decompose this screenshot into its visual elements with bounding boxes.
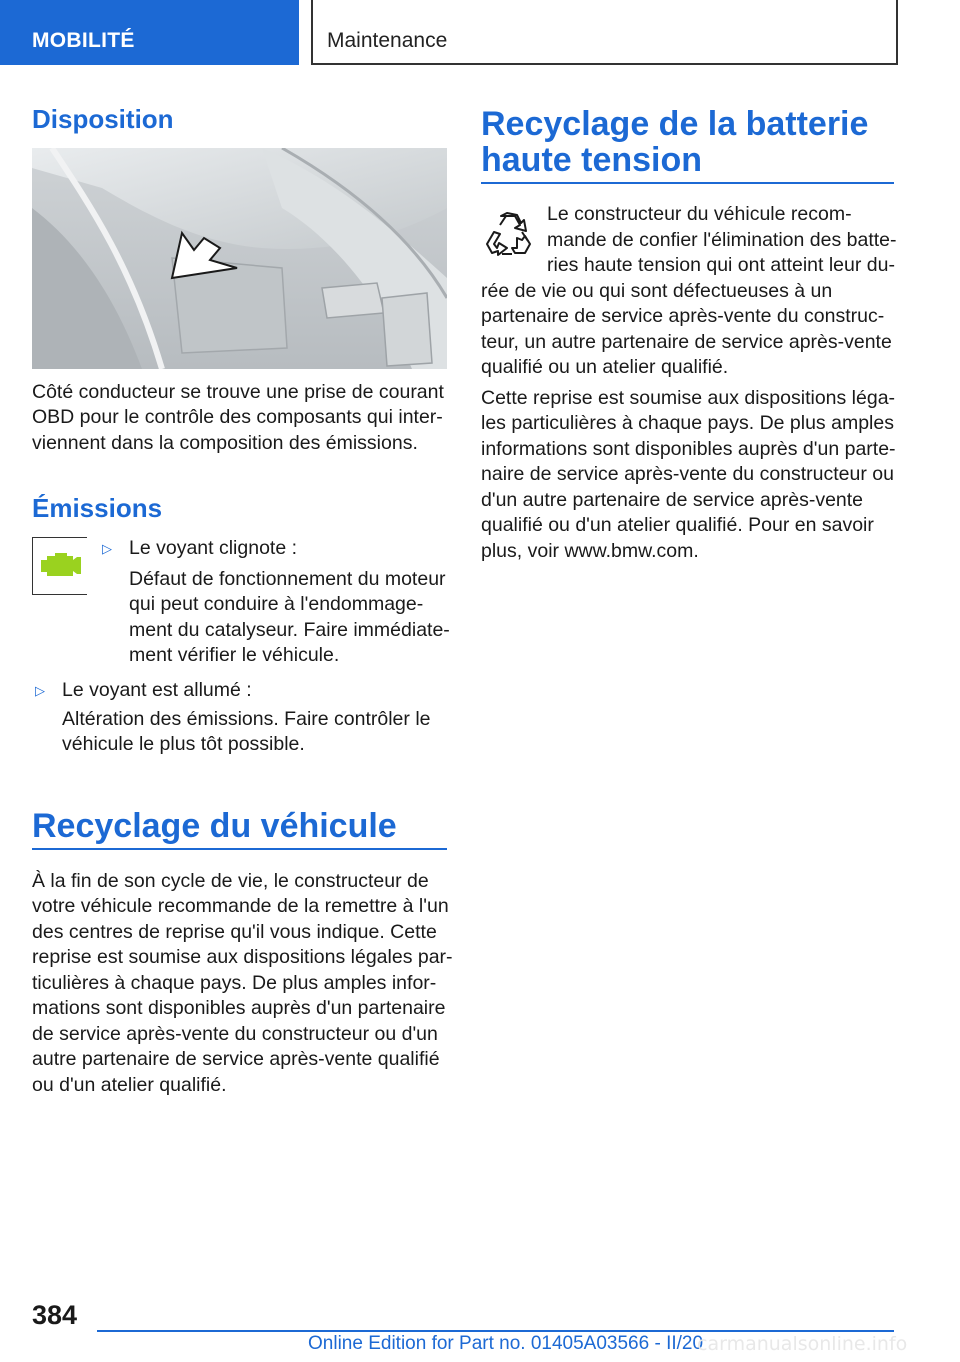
battery-text-line-4: qualifié ou un atelier qualifié. <box>481 356 729 378</box>
vehicle-recycling-line-2: votre véhicule recommande de la remettre à l'un <box>32 895 449 917</box>
emissions-item-2-detail-line-1: Altération des émissions. Faire contrôler le <box>62 708 431 730</box>
vehicle-recycling-line-6: mations sont disponibles auprès d'un partenaire <box>32 997 446 1019</box>
obd-socket-illustration <box>32 148 447 369</box>
triangle-bullet-icon: ▷ <box>35 683 45 698</box>
emissions-item-2-detail-line-2: véhicule le plus tôt possible. <box>62 733 305 755</box>
triangle-bullet-icon: ▷ <box>102 541 112 556</box>
section-title: MOBILITÉ <box>32 29 135 52</box>
recycling-icon <box>482 208 534 260</box>
vehicle-recycling-line-7: de service après-vente du constructeur ou d'un <box>32 1023 438 1045</box>
disposition-text-line-2: OBD pour le contrôle des composants qui inter- <box>32 406 443 428</box>
emissions-item-2-label: Le voyant est allumé : <box>62 679 252 701</box>
disposition-text-line-1: Côté conducteur se trouve une prise de courant <box>32 381 444 403</box>
vehicle-recycling-line-1: À la fin de son cycle de vie, le constructeur de <box>32 870 429 892</box>
emissions-item-1-detail-line-2: qui peut conduire à l'endommage- <box>129 593 424 615</box>
watermark: carmanualsonline.info <box>697 1333 908 1355</box>
vehicle-recycling-line-5: ticulières à chaque pays. De plus amples infor- <box>32 972 437 994</box>
section-tab <box>0 0 299 65</box>
battery-text2-line-7: plus, voir www.bmw.com. <box>481 540 699 562</box>
battery-intro-line-3: ries haute tension qui ont atteint leur du- <box>547 254 895 276</box>
battery-text2-line-4: naire de service après-vente du constructeur ou <box>481 463 894 485</box>
emissions-item-1-detail-line-4: ment vérifier le véhicule. <box>129 644 340 666</box>
emissions-item-1-detail-line-3: ment du catalyseur. Faire immédiate- <box>129 619 450 641</box>
battery-recycling-heading-line-2: haute tension <box>481 141 703 179</box>
vehicle-recycling-line-4: reprise est soumise aux dispositions légales par- <box>32 946 453 968</box>
disposition-text-line-3: viennent dans la composition des émissions. <box>32 432 418 454</box>
battery-text-line-1: rée de vie ou qui sont défectueuses à un <box>481 280 833 302</box>
battery-text-line-3: teur, un autre partenaire de service après-vente <box>481 331 892 353</box>
footer-rule <box>97 1330 894 1332</box>
battery-intro-line-1: Le constructeur du véhicule recom- <box>547 203 852 225</box>
emissions-item-1-detail-line-1: Défaut de fonctionnement du moteur <box>129 568 446 590</box>
heading-rule <box>481 182 894 184</box>
vehicle-recycling-line-9: ou d'un atelier qualifié. <box>32 1074 227 1096</box>
page-number: 384 <box>32 1300 78 1330</box>
chapter-title: Maintenance <box>327 29 448 52</box>
battery-text2-line-2: les particulières à chaque pays. De plus amples <box>481 412 894 434</box>
battery-recycling-heading-line-1: Recyclage de la batterie <box>481 105 869 143</box>
emissions-heading: Émissions <box>32 493 163 523</box>
battery-text2-line-5: d'un autre partenaire de service après-vente <box>481 489 864 511</box>
chapter-tab <box>311 0 898 65</box>
vehicle-recycling-line-8: autre partenaire de service après-vente qualifié <box>32 1048 440 1070</box>
vehicle-recycling-heading: Recyclage du véhicule <box>32 807 397 845</box>
disposition-heading: Disposition <box>32 104 174 134</box>
emissions-item-1-label: Le voyant clignote : <box>129 537 298 559</box>
edition-text: Online Edition for Part no. 01405A03566 - II/20 <box>308 1333 704 1354</box>
obd-socket-photo <box>32 148 447 369</box>
battery-intro-line-2: mande de confier l'élimination des batte- <box>547 229 897 251</box>
battery-text2-line-1: Cette reprise est soumise aux dispositions léga- <box>481 387 896 409</box>
vehicle-recycling-line-3: des centres de reprise qu'il vous indique. Cette <box>32 921 437 943</box>
battery-text-line-2: partenaire de service après-vente du construc- <box>481 305 885 327</box>
battery-text2-line-6: qualifié ou d'un atelier qualifié. Pour en savoir <box>481 514 874 536</box>
battery-text2-line-3: informations sont disponibles auprès d'un parte- <box>481 438 896 460</box>
engine-warning-icon <box>32 537 87 595</box>
heading-rule <box>32 848 447 850</box>
